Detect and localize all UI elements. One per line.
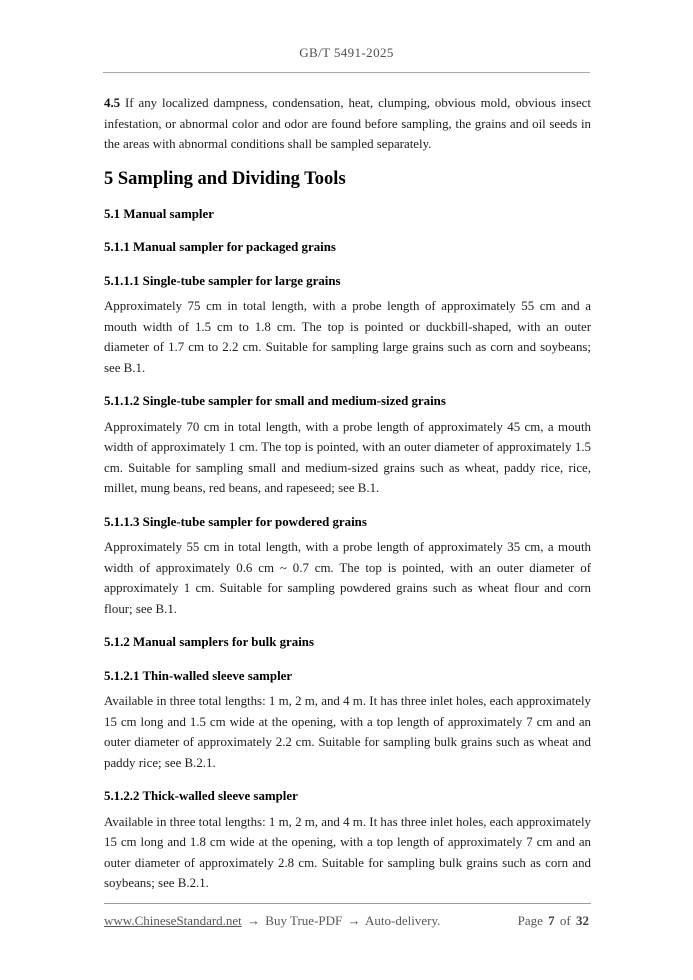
- section-heading-5-1-2-1: 5.1.2.1 Thin-walled sleeve sampler: [104, 668, 293, 683]
- standard-number: GB/T 5491-2025: [299, 45, 394, 60]
- page-label: Page: [517, 913, 543, 928]
- paragraph-5-1-2-1: Available in three total lengths: 1 m, 2 m, and 4 m. It has three inlet holes, each approximately 15 cm long and 1.5 cm wide at the opening, with a top length of approximately 7 cm and an outer diameter of approximately 2.2 cm. Suitable for sampling bulk grains such as wheat and paddy rice; see B.2.1.: [104, 694, 591, 770]
- chapter-5-heading: 5 Sampling and Dividing Tools: [104, 168, 346, 189]
- section-heading-5-1-1-2: 5.1.1.2 Single-tube sampler for small and medium-sized grains: [104, 394, 446, 408]
- footer-buy-text: Buy True-PDF: [265, 913, 343, 928]
- section-heading-5-1-2-2: 5.1.2.2 Thick-walled sleeve sampler: [104, 789, 298, 803]
- clause-4-5-number: 4.5: [104, 96, 121, 110]
- of-label: of: [559, 913, 571, 928]
- paragraph-5-1-2-2: Available in three total lengths: 1 m, 2 m, and 4 m. It has three inlet holes, each approximately 15 cm long and 1.8 cm wide at the opening, with a top length of approximately 7 cm and an outer diameter of approximately 2.8 cm. Suitable for sampling bulk grains such as corn and soybeans; see B.2.1.: [104, 814, 591, 890]
- section-heading-5-1: 5.1 Manual sampler: [104, 206, 214, 221]
- clause-4-5-paragraph: [104, 93, 591, 155]
- paragraph-5-1-1-2: Approximately 70 cm in total length, with a probe length of approximately 45 cm, a mouth width of approximately 1 cm. The top is pointed, with an outer diameter of approximately 1.5 cm. Suitable for sampling small and medium-sized grains such as wheat, paddy rice, rice, millet, mung beans, red beans, and rapeseed; see B.1.: [104, 419, 591, 495]
- section-heading-5-1-2: 5.1.2 Manual samplers for bulk grains: [104, 635, 314, 649]
- page-indicator: [518, 913, 591, 929]
- section-heading-5-1-1: 5.1.1 Manual sampler for packaged grains: [104, 240, 336, 254]
- section-heading-5-1-1-1: 5.1.1.1 Single-tube sampler for large grains: [104, 273, 341, 288]
- section-heading-5-1-1-3: 5.1.1.3 Single-tube sampler for powdered grains: [104, 514, 367, 529]
- footer-promo-line: [104, 913, 440, 929]
- page-total: 32: [576, 913, 589, 928]
- footer-delivery-text: Auto-delivery.: [365, 913, 441, 928]
- right-arrow-icon: →: [347, 913, 361, 928]
- document-body: [0, 73, 693, 894]
- page-header: [0, 0, 693, 73]
- paragraph-5-1-1-1: Approximately 75 cm in total length, with a probe length of approximately 55 cm and a mouth width of 1.5 cm to 1.8 cm. The top is pointed or duckbill-shaped, with an outer diameter of 1.7 cm to 2.2 cm. Suitable for sampling large grains such as corn and soybeans; see B.1.: [104, 299, 591, 375]
- right-arrow-icon: →: [247, 913, 261, 928]
- footer-site-link[interactable]: www.ChineseStandard.net: [104, 913, 242, 928]
- paragraph-5-1-1-3: Approximately 55 cm in total length, with a probe length of approximately 35 cm, a mouth width of approximately 0.6 cm ~ 0.7 cm. The top is pointed, with an outer diameter of approximately 1 cm. Suitable for sampling powdered grains such as wheat flour and corn flour; see B.1.: [104, 540, 591, 616]
- page-number: 7: [548, 913, 555, 928]
- page-footer: [104, 903, 591, 929]
- clause-4-5-text: If any localized dampness, condensation, heat, clumping, obvious mold, obvious insect infestation, or abnormal color and odor are found before sampling, the grains and oil seeds in the areas with abnormal conditions shall be sampled separately.: [104, 96, 591, 151]
